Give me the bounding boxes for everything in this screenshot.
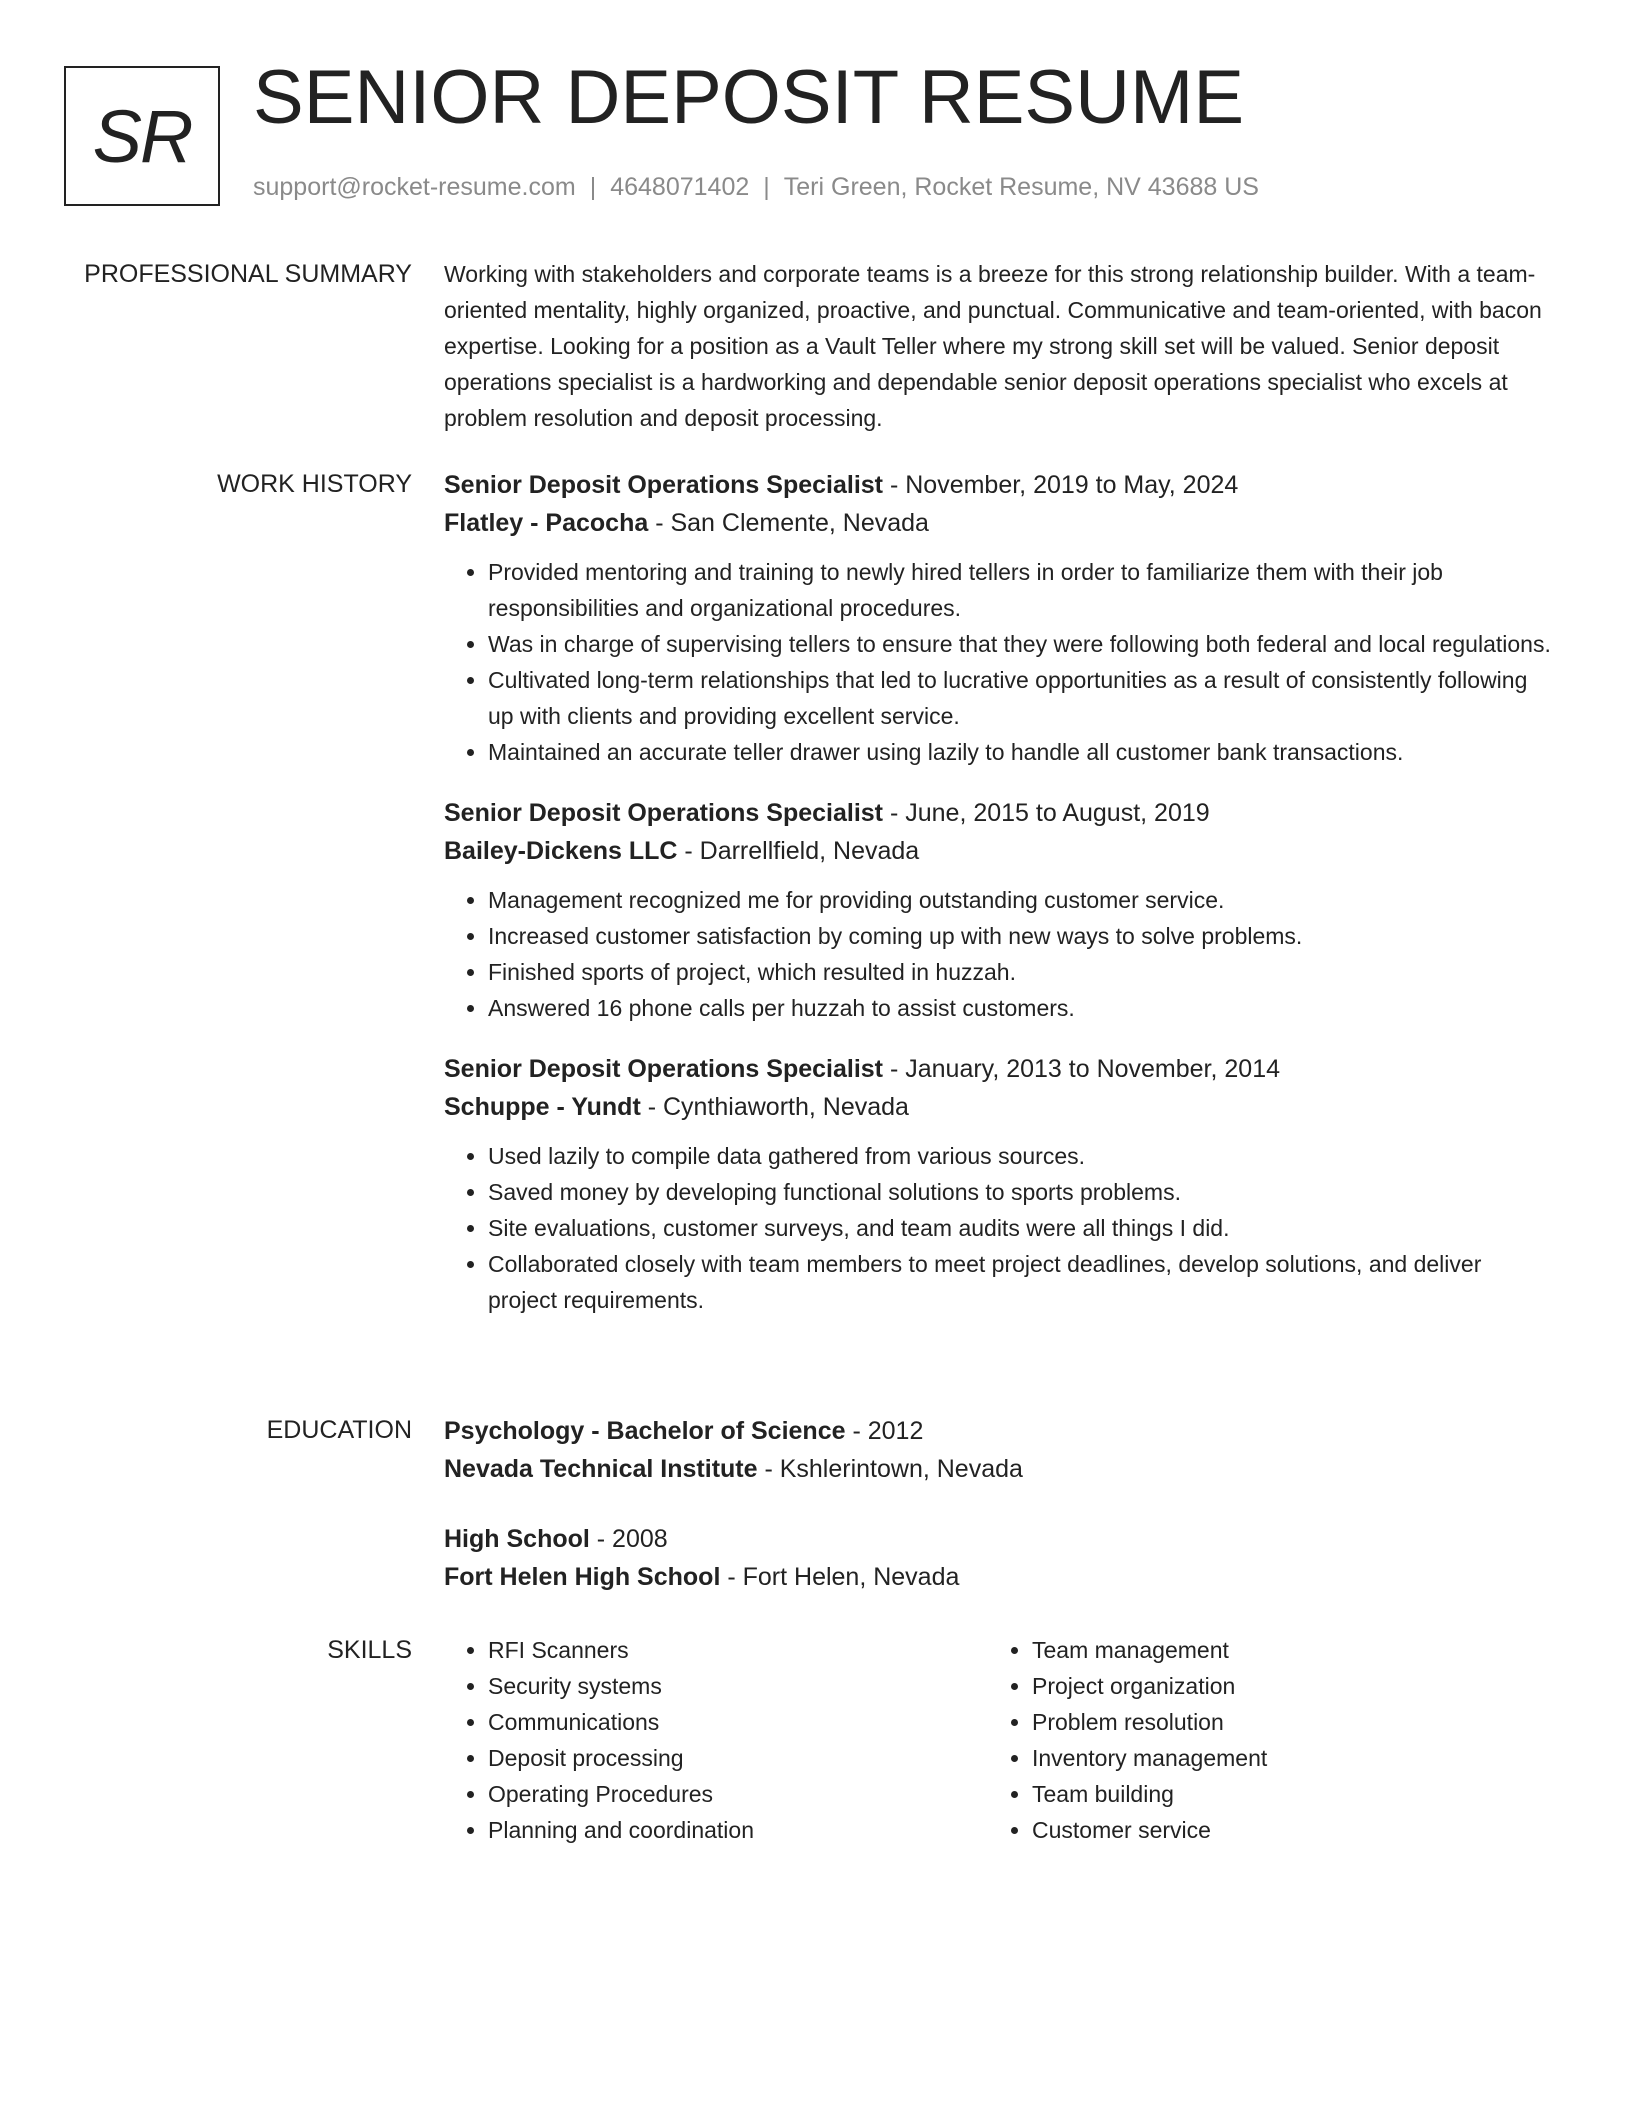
section-label-work-history: WORK HISTORY	[217, 470, 412, 498]
skill-item: • Communications	[488, 1704, 988, 1740]
skill-item: • Inventory management	[1032, 1740, 1532, 1776]
job-title-line	[444, 466, 1556, 504]
skills-columns	[444, 1632, 1556, 1848]
contact-separator: |	[763, 173, 770, 201]
job-bullet: • Maintained an accurate teller drawer using lazily to handle all customer bank transactions.	[488, 734, 1556, 770]
skill-item: • Problem resolution	[1032, 1704, 1532, 1740]
job-bullets	[444, 1138, 1556, 1318]
skill-item: • Customer service	[1032, 1812, 1532, 1848]
education-school: Nevada Technical Institute	[444, 1455, 758, 1483]
skill-item: • Team management	[1032, 1632, 1532, 1668]
job-company-line	[444, 832, 1556, 870]
education-year: - 2012	[845, 1417, 924, 1445]
skill-item: • Security systems	[488, 1668, 988, 1704]
job-title-line	[444, 794, 1556, 832]
skill-item: • RFI Scanners	[488, 1632, 988, 1668]
job-title-line	[444, 1050, 1556, 1088]
page-title: SENIOR DEPOSIT RESUME	[253, 55, 1245, 140]
job-bullet: • Management recognized me for providing outstanding customer service.	[488, 882, 1556, 918]
job-bullets	[444, 554, 1556, 770]
job-location: - Cynthiaworth, Nevada	[640, 1093, 909, 1121]
job-company-line	[444, 504, 1556, 542]
education-location: - Fort Helen, Nevada	[720, 1563, 960, 1591]
education-school-line	[444, 1450, 1556, 1488]
skill-item: • Planning and coordination	[488, 1812, 988, 1848]
education-year: - 2008	[589, 1525, 668, 1553]
job-bullet: • Used lazily to compile data gathered from various sources.	[488, 1138, 1556, 1174]
job-bullet: • Site evaluations, customer surveys, and team audits were all things I did.	[488, 1210, 1556, 1246]
job-company-line	[444, 1088, 1556, 1126]
skills-list-right	[988, 1632, 1532, 1848]
education-degree-line	[444, 1412, 1556, 1450]
contact-address: Teri Green, Rocket Resume, NV 43688 US	[783, 173, 1259, 201]
job-bullet: • Collaborated closely with team members to meet project deadlines, develop solutions, and deliver project requirements.	[488, 1246, 1556, 1318]
education-school-line	[444, 1558, 1556, 1596]
job-title: Senior Deposit Operations Specialist	[444, 1055, 884, 1083]
job-location: - San Clemente, Nevada	[648, 509, 929, 537]
education-body	[444, 1412, 1556, 1628]
job-entry	[444, 466, 1556, 770]
education-school: Fort Helen High School	[444, 1563, 721, 1591]
education-entry	[444, 1412, 1556, 1488]
skill-item: • Deposit processing	[488, 1740, 988, 1776]
skills-body	[444, 1632, 1556, 1848]
job-bullet: • Was in charge of supervising tellers to ensure that they were following both federal and local regulations.	[488, 626, 1556, 662]
job-bullet: • Increased customer satisfaction by coming up with new ways to solve problems.	[488, 918, 1556, 954]
summary-text: Working with stakeholders and corporate teams is a breeze for this strong relationship builder. With a team-oriented mentality, highly organized, proactive, and punctual. Communicative and team-oriented, with bacon expertise. Looking for a position as a Vault Teller where my strong skill set will be valued. Senior deposit operations specialist is a hardworking and dependable senior deposit operations specialist who excels at problem resolution and deposit processing.	[444, 261, 1542, 431]
job-title: Senior Deposit Operations Specialist	[444, 471, 884, 499]
section-label-skills: SKILLS	[327, 1636, 412, 1664]
contact-email[interactable]: support@rocket-resume.com	[253, 173, 576, 201]
job-entry	[444, 1050, 1556, 1318]
job-bullet: • Provided mentoring and training to newly hired tellers in order to familiarize them with their job responsibilities and organizational procedures.	[488, 554, 1556, 626]
education-degree-line	[444, 1520, 1556, 1558]
job-entry	[444, 794, 1556, 1026]
education-degree: High School	[444, 1525, 590, 1553]
monogram-logo: SR	[64, 66, 220, 206]
job-bullet: • Answered 16 phone calls per huzzah to assist customers.	[488, 990, 1556, 1026]
education-degree: Psychology - Bachelor of Science	[444, 1417, 846, 1445]
job-dates: - June, 2015 to August, 2019	[883, 799, 1210, 827]
contact-separator: |	[589, 173, 597, 201]
education-location: - Kshlerintown, Nevada	[757, 1455, 1023, 1483]
job-dates: - January, 2013 to November, 2014	[883, 1055, 1281, 1083]
job-bullet: • Finished sports of project, which resulted in huzzah.	[488, 954, 1556, 990]
job-dates: - November, 2019 to May, 2024	[883, 471, 1239, 499]
skill-item: • Project organization	[1032, 1668, 1532, 1704]
job-location: - Darrellfield, Nevada	[677, 837, 920, 865]
job-company: Schuppe - Yundt	[444, 1093, 641, 1121]
skills-list-left	[444, 1632, 988, 1848]
contact-phone[interactable]: 4648071402	[610, 173, 750, 201]
work-history-body	[444, 466, 1556, 1342]
job-company: Bailey-Dickens LLC	[444, 837, 678, 865]
job-title: Senior Deposit Operations Specialist	[444, 799, 884, 827]
summary-body	[444, 256, 1556, 436]
job-bullet: • Cultivated long-term relationships that led to lucrative opportunities as a result of consistently following up with clients and providing excellent service.	[488, 662, 1556, 734]
section-label-summary: PROFESSIONAL SUMMARY	[84, 260, 412, 288]
section-label-education: EDUCATION	[266, 1416, 412, 1444]
job-bullets	[444, 882, 1556, 1026]
contact-line	[253, 173, 1259, 202]
skill-item: • Operating Procedures	[488, 1776, 988, 1812]
job-company: Flatley - Pacocha	[444, 509, 649, 537]
education-entry	[444, 1520, 1556, 1596]
job-bullet: • Saved money by developing functional solutions to sports problems.	[488, 1174, 1556, 1210]
skill-item: • Team building	[1032, 1776, 1532, 1812]
